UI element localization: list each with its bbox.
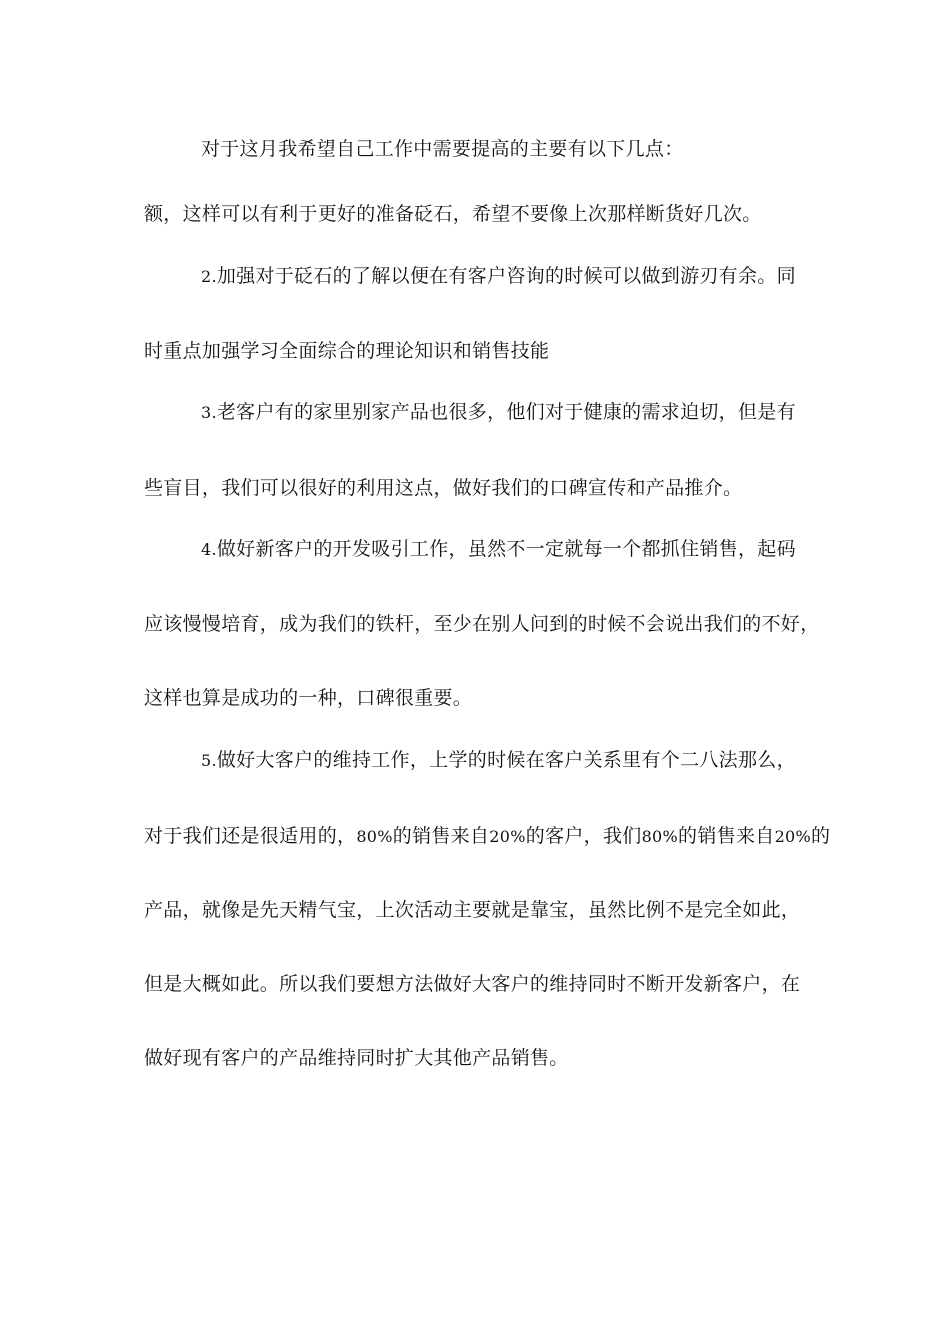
paragraph-4-line-3: 这样也算是成功的一种，口碑很重要。 <box>144 687 473 709</box>
paragraph-3-line-2: 些盲目，我们可以很好的利用这点，做好我们的口碑宣传和产品推介。 <box>144 477 743 499</box>
paragraph-5-line-2: 对于我们还是很适用的，80%的销售来自20%的客户，我们80%的销售来自20%的 <box>144 825 831 847</box>
paragraph-5-line-3: 产品，就像是先天精气宝，上次活动主要就是靠宝，虽然比例不是完全如此， <box>144 899 801 921</box>
paragraph-1-line-1: 额，这样可以有利于更好的准备砭石，希望不要像上次那样断货好几次。 <box>144 203 762 225</box>
paragraph-5-line-5: 做好现有客户的产品维持同时扩大其他产品销售。 <box>144 1047 569 1069</box>
paragraph-intro-line-1: 对于这月我希望自己工作中需要提高的主要有以下几点： <box>201 138 684 160</box>
paragraph-4-line-1: 4.做好新客户的开发吸引工作，虽然不一定就每一个都抓住销售，起码 <box>201 538 796 560</box>
paragraph-4-line-2: 应该慢慢培育，成为我们的铁杆，至少在别人问到的时候不会说出我们的不好， <box>144 613 820 635</box>
paragraph-2-line-1: 2.加强对于砭石的了解以便在有客户咨询的时候可以做到游刃有余。同 <box>201 265 796 287</box>
paragraph-2-line-2: 时重点加强学习全面综合的理论知识和销售技能 <box>144 340 550 362</box>
paragraph-5-line-1: 5.做好大客户的维持工作，上学的时候在客户关系里有个二八法那么， <box>201 749 796 771</box>
paragraph-3-line-1: 3.老客户有的家里别家产品也很多，他们对于健康的需求迫切，但是有 <box>201 401 796 423</box>
paragraph-5-line-4: 但是大概如此。所以我们要想方法做好大客户的维持同时不断开发新客户，在 <box>144 973 801 995</box>
